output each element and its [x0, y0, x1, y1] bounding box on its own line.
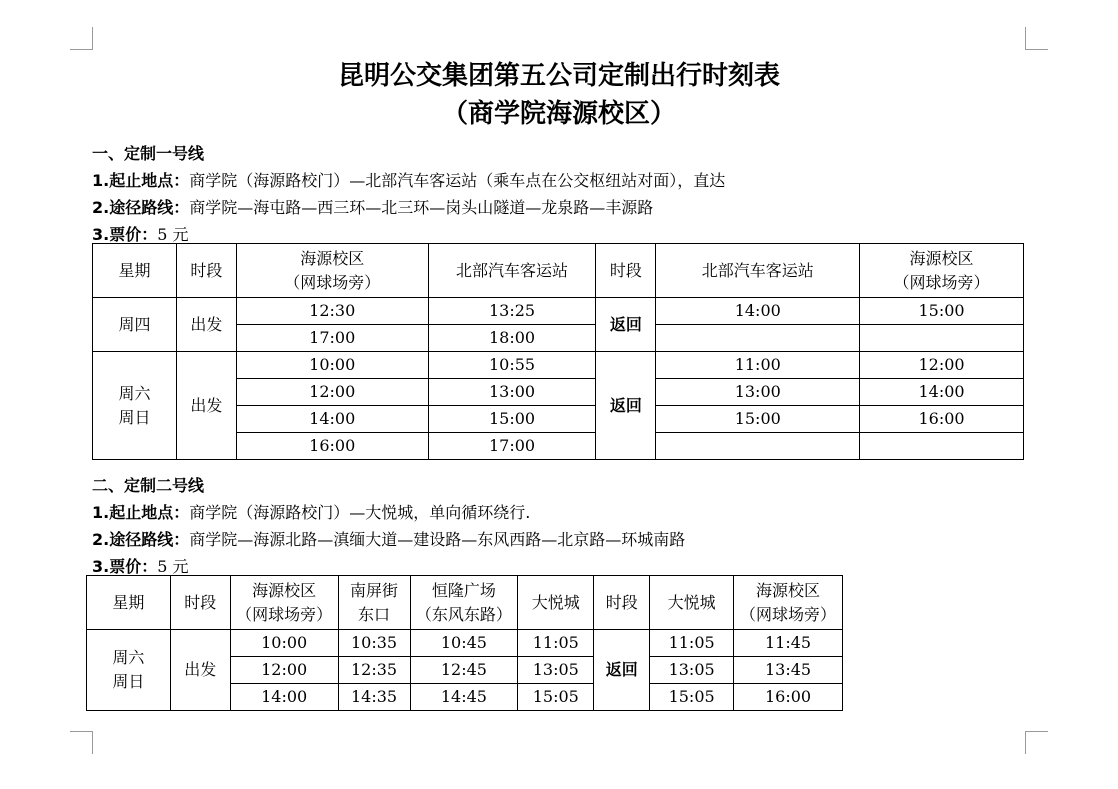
line2-route: 2.途径路线：商学院—海源北路—滇缅大道—建设路—东风西路—北京路—环城南路 — [92, 530, 686, 549]
time-cell: 15:05 — [650, 684, 734, 711]
time-cell: 13:05 — [518, 657, 594, 684]
header-haiyuan-return: 海源校区 （网球场旁） — [734, 576, 843, 630]
header-haiyuan-return: 海源校区 （网球场旁） — [860, 244, 1024, 298]
time-cell: 10:00 — [230, 630, 338, 657]
page-corner-mark — [1025, 731, 1048, 754]
time-cell: 13:25 — [428, 298, 596, 325]
page-corner-mark — [1025, 27, 1048, 50]
time-cell: 11:45 — [734, 630, 843, 657]
time-cell: 17:00 — [428, 433, 596, 460]
time-cell: 14:35 — [338, 684, 410, 711]
line2-stops: 1.起止地点：商学院（海源路校门）—大悦城，单向循环绕行. — [92, 503, 531, 522]
time-cell: 13:00 — [656, 379, 860, 406]
time-cell: 16:00 — [860, 406, 1024, 433]
day-cell: 周四 — [93, 298, 177, 352]
header-nanping: 南屏街 东口 — [338, 576, 410, 630]
line1-route: 2.途径路线：商学院—海屯路—西三环—北三环—岗头山隧道—龙泉路—丰源路 — [92, 198, 654, 217]
time-cell: 14:00 — [236, 406, 428, 433]
header-joycity: 大悦城 — [518, 576, 594, 630]
header-period-return: 时段 — [594, 576, 650, 630]
time-cell — [860, 433, 1024, 460]
return-cell: 返回 — [596, 298, 656, 352]
header-period: 时段 — [170, 576, 230, 630]
time-cell: 13:45 — [734, 657, 843, 684]
table-header-row — [93, 244, 1024, 298]
time-cell: 16:00 — [236, 433, 428, 460]
time-cell: 14:00 — [860, 379, 1024, 406]
time-cell — [656, 325, 860, 352]
header-haiyuan: 海源校区 （网球场旁） — [236, 244, 428, 298]
time-cell: 12:00 — [230, 657, 338, 684]
time-cell: 10:35 — [338, 630, 410, 657]
page-corner-mark — [70, 27, 93, 50]
header-period: 时段 — [176, 244, 236, 298]
time-cell: 10:55 — [428, 352, 596, 379]
line1-timetable — [92, 243, 1024, 460]
line2-heading: 二、定制二号线 — [92, 476, 205, 495]
table-row — [93, 298, 1024, 325]
time-cell: 12:00 — [236, 379, 428, 406]
header-haiyuan: 海源校区 （网球场旁） — [230, 576, 338, 630]
page-subtitle: （商学院海源校区） — [441, 99, 676, 129]
header-weekday: 星期 — [87, 576, 171, 630]
day-cell: 周六 周日 — [87, 630, 171, 711]
line1-stops: 1.起止地点：商学院（海源路校门）—北部汽车客运站（乘车点在公交枢纽站对面），直达 — [92, 171, 726, 190]
table-header-row — [87, 576, 843, 630]
time-cell: 11:05 — [518, 630, 594, 657]
time-cell: 11:00 — [656, 352, 860, 379]
day-cell: 周六 周日 — [93, 352, 177, 460]
line1-heading: 一、定制一号线 — [92, 144, 205, 163]
time-cell: 11:05 — [650, 630, 734, 657]
time-cell: 10:00 — [236, 352, 428, 379]
time-cell: 12:35 — [338, 657, 410, 684]
time-cell: 14:00 — [230, 684, 338, 711]
table-row — [93, 352, 1024, 379]
return-cell: 返回 — [594, 630, 650, 711]
header-north-station-return: 北部汽车客运站 — [656, 244, 860, 298]
time-cell — [656, 433, 860, 460]
time-cell: 14:45 — [410, 684, 518, 711]
header-weekday: 星期 — [93, 244, 177, 298]
return-cell: 返回 — [596, 352, 656, 460]
header-henglong: 恒隆广场 （东风东路） — [410, 576, 518, 630]
time-cell: 15:00 — [656, 406, 860, 433]
depart-cell: 出发 — [176, 298, 236, 352]
time-cell: 17:00 — [236, 325, 428, 352]
header-period-return: 时段 — [596, 244, 656, 298]
page-corner-mark — [70, 731, 93, 754]
time-cell: 10:45 — [410, 630, 518, 657]
time-cell: 12:00 — [860, 352, 1024, 379]
time-cell: 12:45 — [410, 657, 518, 684]
header-north-station: 北部汽车客运站 — [428, 244, 596, 298]
line2-timetable — [86, 575, 843, 711]
time-cell: 14:00 — [656, 298, 860, 325]
time-cell: 13:05 — [650, 657, 734, 684]
time-cell: 15:00 — [428, 406, 596, 433]
time-cell: 12:30 — [236, 298, 428, 325]
depart-cell: 出发 — [170, 630, 230, 711]
header-joycity-return: 大悦城 — [650, 576, 734, 630]
line1-fare: 3.票价：5 元 — [92, 225, 189, 244]
time-cell: 18:00 — [428, 325, 596, 352]
time-cell: 15:00 — [860, 298, 1024, 325]
time-cell: 16:00 — [734, 684, 843, 711]
time-cell: 13:00 — [428, 379, 596, 406]
time-cell — [860, 325, 1024, 352]
depart-cell: 出发 — [176, 352, 236, 460]
line2-fare: 3.票价：5 元 — [92, 557, 189, 576]
page-title: 昆明公交集团第五公司定制出行时刻表 — [337, 61, 780, 91]
time-cell: 15:05 — [518, 684, 594, 711]
table-row — [87, 630, 843, 657]
